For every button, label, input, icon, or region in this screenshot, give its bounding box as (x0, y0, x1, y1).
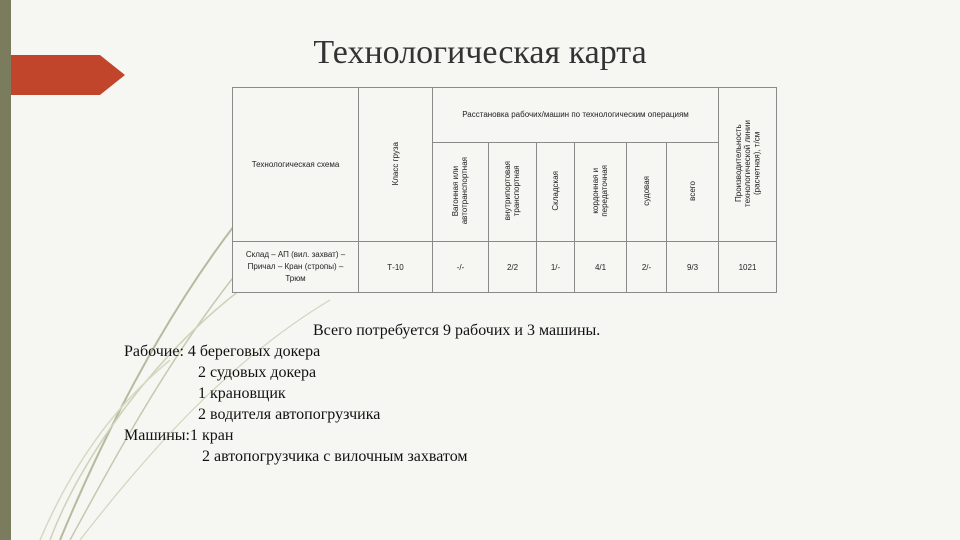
cell-productivity: 1021 (719, 242, 777, 293)
header-operations-group: Расстановка рабочих/машин по технологическим операциям (433, 88, 719, 143)
table-row (233, 242, 777, 293)
workers-line-2: 2 судовых докера (198, 364, 317, 381)
header-scheme: Технологическая схема (233, 88, 359, 242)
header-cargo-class: Класс груза (359, 88, 433, 242)
cell-op-inport: 2/2 (489, 242, 537, 293)
header-op-ship: судовая (627, 143, 667, 242)
summary-total: Всего потребуется 9 рабочих и 3 машины. (313, 322, 601, 339)
workers-line-4: 2 водителя автопогрузчика (198, 406, 381, 423)
tech-map-table (232, 87, 777, 293)
machines-line-1: Машины:1 кран (124, 427, 234, 444)
summary-block (124, 320, 600, 467)
header-productivity: Производительность технологической линии (расчетная), т/см (719, 88, 777, 242)
header-op-wagon: Вагонная или автотранспортная (433, 143, 489, 242)
machines-line-2: 2 автопогрузчика с вилочным захватом (202, 448, 468, 465)
workers-line-3: 1 крановщик (198, 385, 286, 402)
cell-op-quay: 4/1 (575, 242, 627, 293)
slide-title: Технологическая карта (313, 34, 647, 71)
cell-op-wagon: -/- (433, 242, 489, 293)
header-op-inport: внутрипортовая транспортная (489, 143, 537, 242)
cell-op-warehouse: 1/- (537, 242, 575, 293)
cell-op-ship: 2/- (627, 242, 667, 293)
cell-op-total: 9/3 (667, 242, 719, 293)
workers-line-1: Рабочие: 4 береговых докера (124, 343, 321, 360)
header-op-total: всего (667, 143, 719, 242)
header-op-quay: кордонная и передаточная (575, 143, 627, 242)
cell-scheme: Склад – АП (вил. захват) – Причал – Кран (стропы) – Трюм (233, 242, 359, 293)
header-op-warehouse: Складская (537, 143, 575, 242)
cell-cargo-class: Т-10 (359, 242, 433, 293)
